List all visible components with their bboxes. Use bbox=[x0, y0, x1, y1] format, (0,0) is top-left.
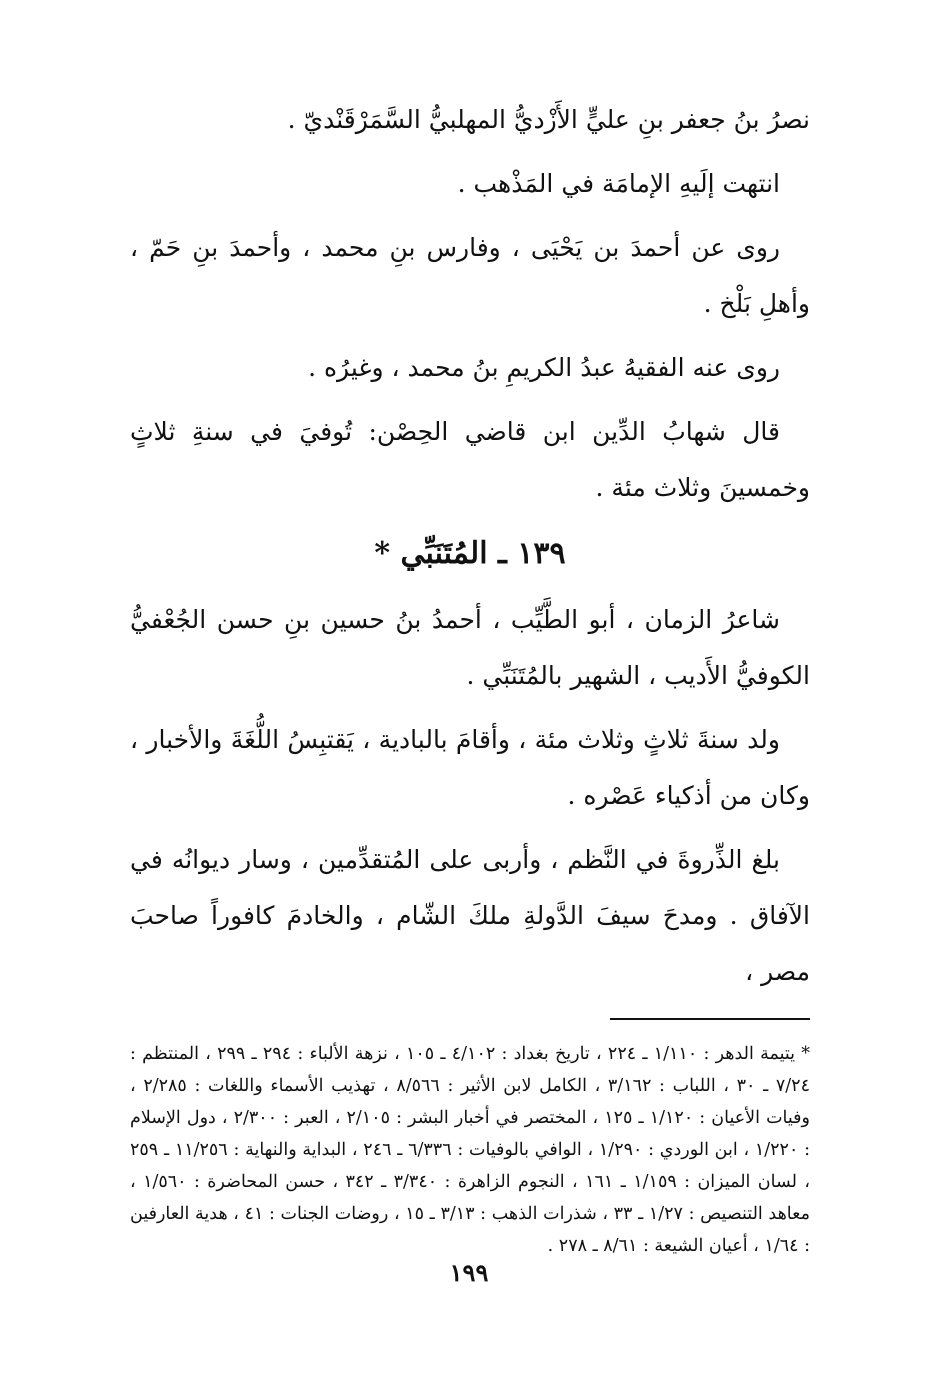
paragraph-achievement: بلغ الذِّروةَ في النَّظم ، وأربى على المُتقدِّمين ، وسار ديوانُه في الآفاق . ومدحَ سيفَ الدَّولةِ ملكَ الشّام ، والخادمَ كافوراً صاحبَ مصر ، bbox=[130, 845, 810, 986]
entry-heading: ١٣٩ ـ المُتَنَبِّي * bbox=[374, 536, 566, 571]
page-number: ١٩٩ bbox=[449, 1258, 489, 1287]
paragraph-death-date: قال شهابُ الدِّين ابن قاضي الحِصْن: تُوفيَ في سنةِ ثلاثٍ وخمسينَ وثلاث مئة . bbox=[130, 417, 810, 502]
paragraph-birth: ولد سنةَ ثلاثٍ وثلاث مئة ، وأقامَ بالبادية ، يَقتبِسُ اللُّغَةَ والأخبار ، وكان من أذكياء عَصْره . bbox=[130, 725, 810, 810]
paragraph-poet-intro: شاعرُ الزمان ، أبو الطَّيِّب ، أحمدُ بنُ حسين بنِ حسن الجُعْفيُّ الكوفيُّ الأَديب ، الشهير بالمُتَنَبِّي . bbox=[130, 605, 810, 690]
paragraph-narrated-from: روى عن أحمدَ بن يَحْيَى ، وفارس بنِ محمد ، وأحمدَ بنِ حَمّ ، وأهلِ بَلْخ . bbox=[130, 233, 810, 318]
paragraph-narrated-by: روى عنه الفقيهُ عبدُ الكريمِ بنُ محمد ، وغيرُه . bbox=[308, 353, 780, 382]
footnote-sources: * يتيمة الدهر : ١/١١٠ ـ ٢٢٤ ، تاريخ بغداد : ٤/١٠٢ ـ ١٠٥ ، نزهة الألباء : ٢٩٤ ـ ٢٩٩ ، المنتظم : ٧/٢٤ ـ ٣٠ ، اللباب : ٣/١٦٢ ، الكامل لابن الأثير : ٨/٥٦٦ ، تهذيب الأسماء واللغات : ٢/٢٨٥ ، وفيات الأعيان : ١/١٢٠ ـ ١٢٥ ، المختصر في أخبار البشر : ٢/١٠٥ ، العبر : ٢/٣٠٠ ، دول الإسلام : ١/٢٢٠ ، ابن الوردي : ١/٢٩٠ ، الوافي بالوفيات : ٦/٣٣٦ ـ ٢٤٦ ، البداية والنهاية : ١١/٢٥٦ ـ ٢٥٩ ، لسان الميزان : ١/١٥٩ ـ ١٦١ ، النجوم الزاهرة : ٣/٣٤٠ ـ ٣٤٢ ، حسن المحاضرة : ١/٥٦٠ ، معاهد التنصيص : ١/٢٧ ـ ٣٣ ، شذرات الذهب : ٣/١٣ ـ ١٥ ، روضات الجنات : ٤١ ، هدية العارفين : ١/٦٤ ، أعيان الشيعة : ٨/٦١ ـ ٢٧٨ . bbox=[130, 1044, 810, 1256]
paragraph-lineage: نصرُ بنُ جعفر بنِ عليٍّ الأَزْديُّ المهلبيُّ السَّمَرْقَنْديّ . bbox=[287, 105, 810, 134]
paragraph-imamate: انتهت إلَيهِ الإمامَة في المَذْهب . bbox=[457, 169, 780, 198]
page-body bbox=[130, 92, 810, 1262]
footnote-divider bbox=[610, 1018, 810, 1020]
